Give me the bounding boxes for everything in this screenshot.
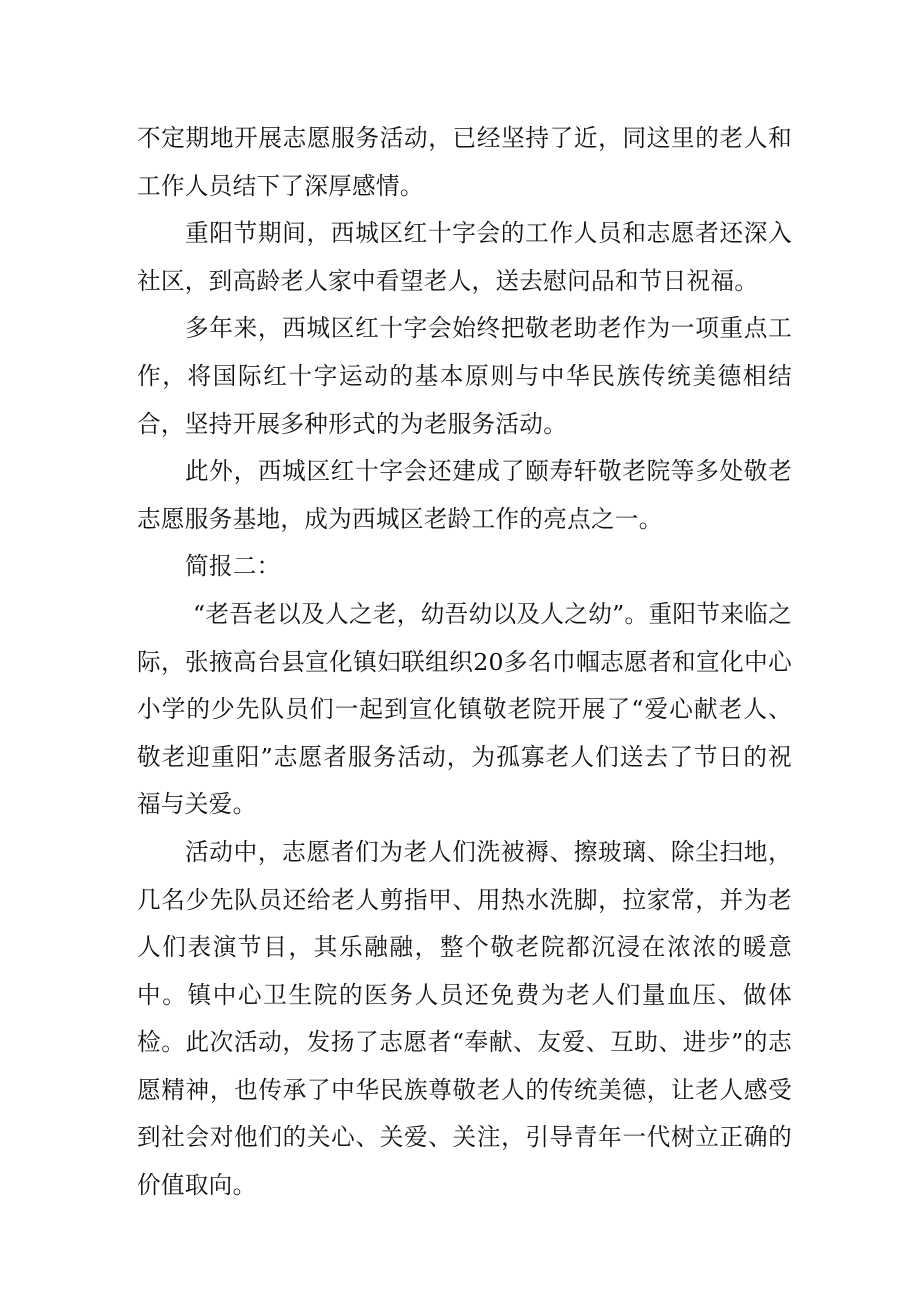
paragraph-continuation: 不定期地开展志愿服务活动，已经坚持了近，同这里的老人和工作人员结下了深厚感情。 — [137, 124, 792, 200]
paragraph-double-ninth-visit: 重阳节期间，西城区红十字会的工作人员和志愿者还深入社区，到高龄老人家中看望老人，送去慰问品和节日祝福。 — [137, 219, 792, 295]
paragraph-activity-details: 活动中，志愿者们为老人们洗被褥、擦玻璃、除尘扫地，几名少先队员还给老人剪指甲、用热水洗脚，拉家常，并为老人们表演节目，其乐融融，整个敬老院都沉浸在浓浓的暖意中。镇中心卫生院的医务人员还免费为老人们量血压、做体检。此次活动，发扬了志愿者“奉献、友爱、互助、进步”的志愿精神，也传承了中华民族尊敬老人的传统美德，让老人感受到社会对他们的关心、关爱、关注，引导青年一代树立正确的价值取向。 — [137, 837, 792, 1200]
paragraph-briefing-intro: “老吾老以及人之老，幼吾幼以及人之幼”。重阳节来临之际，张掖高台县宣化镇妇联组织20多名巾帼志愿者和宣化中心小学的少先队员们一起到宣化镇敬老院开展了“爱心献老人、敬老迎重阳”志愿者服务活动，为孤寡老人们送去了节日的祝福与关爱。 — [137, 599, 792, 819]
section-heading-briefing-two: 简报二： — [185, 552, 281, 581]
paragraph-volunteer-bases: 此外，西城区红十字会还建成了颐寿轩敬老院等多处敬老志愿服务基地，成为西城区老龄工作的亮点之一。 — [137, 457, 792, 533]
document-body — [137, 115, 792, 1210]
paragraph-years-of-work: 多年来，西城区红十字会始终把敬老助老作为一项重点工作，将国际红十字运动的基本原则与中华民族传统美德相结合，坚持开展多种形式的为老服务活动。 — [137, 314, 792, 438]
